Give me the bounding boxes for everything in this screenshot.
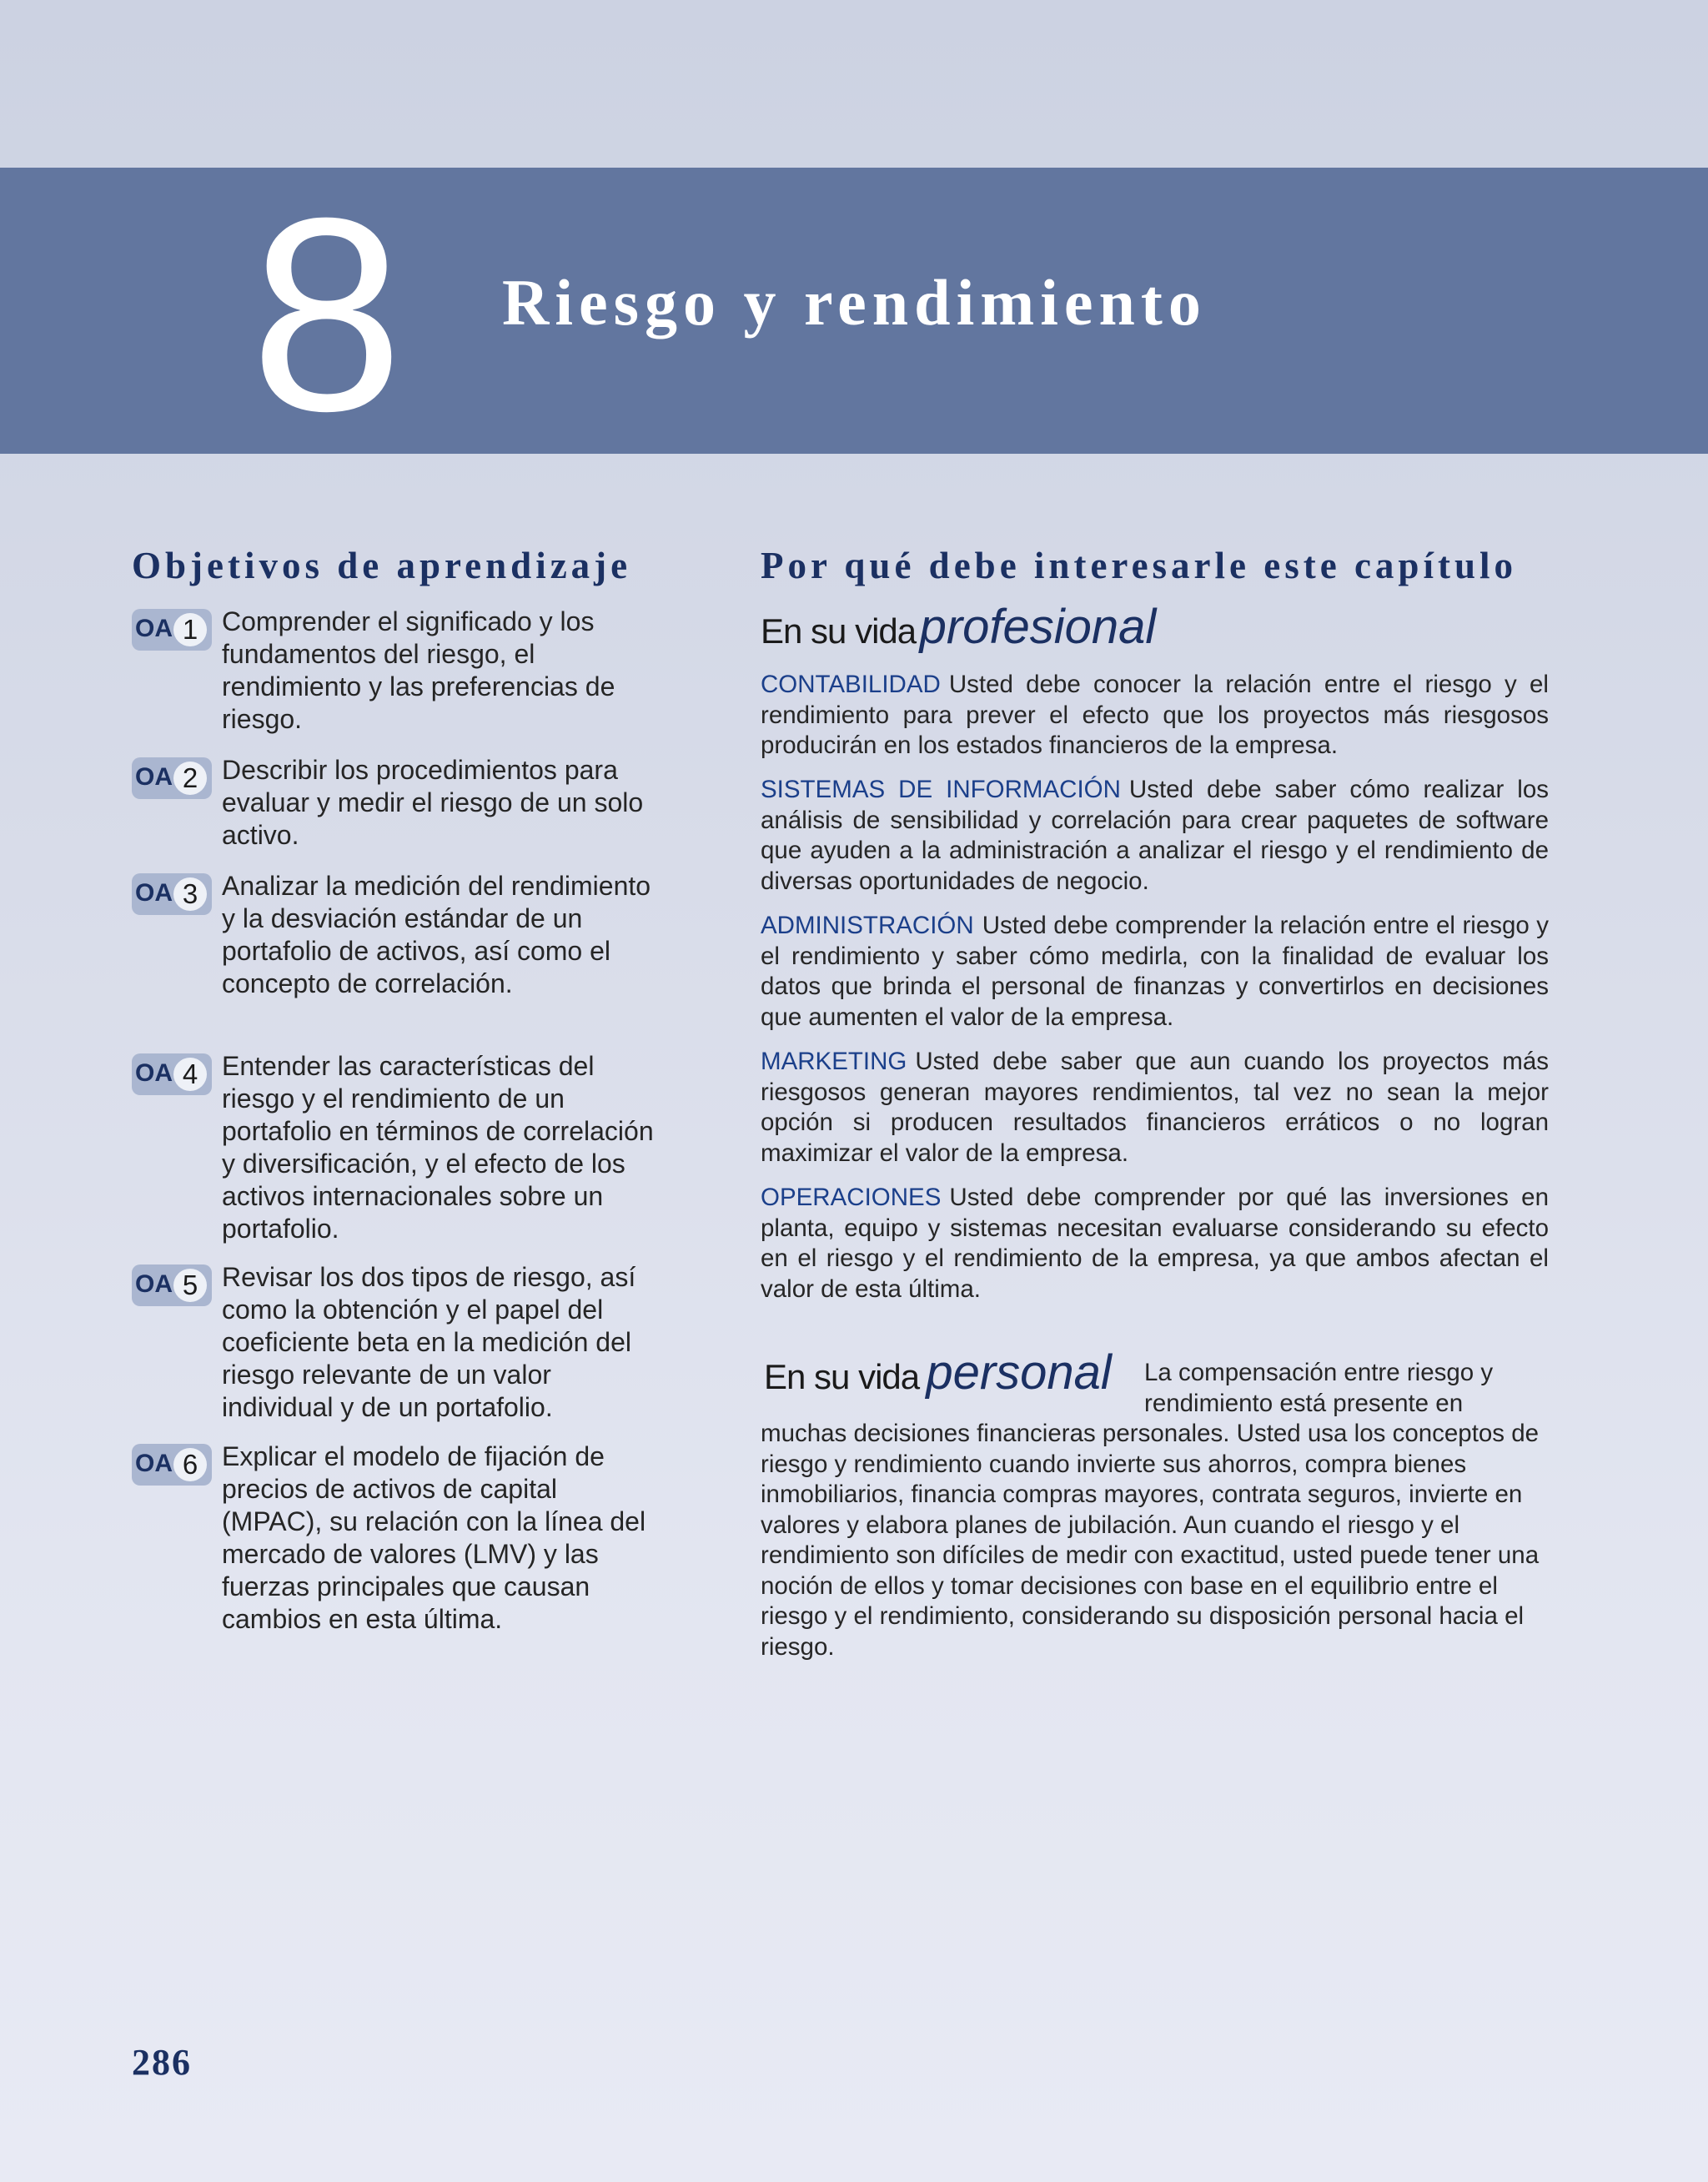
objective-badge xyxy=(132,609,212,651)
badge-number: 5 xyxy=(173,1269,207,1302)
badge-number: 4 xyxy=(173,1058,207,1091)
objective-badge xyxy=(132,873,212,915)
area-label: CONTABILIDAD xyxy=(761,671,941,698)
area-paragraph xyxy=(761,911,1549,1033)
badge-prefix: OA xyxy=(135,1270,173,1298)
objective-badge xyxy=(132,1444,212,1486)
area-label: OPERACIONES xyxy=(761,1184,942,1211)
objective-text: Comprender el significado y los fundamentos del riesgo, el rendimiento y las preferencias de riesgo. xyxy=(222,606,615,734)
personal-life-heading xyxy=(761,1345,1144,1416)
objective-text: Analizar la medición del rendimiento y la desviación estándar de un portafolio de activos, así como el concepto de correlación. xyxy=(222,871,651,998)
area-label: SISTEMAS DE INFORMACIÓN xyxy=(761,776,1121,803)
personal-life-section xyxy=(761,1345,1549,1662)
badge-prefix: OA xyxy=(135,1059,173,1087)
badge-number: 2 xyxy=(173,762,207,795)
badge-number: 6 xyxy=(173,1448,207,1481)
area-label: ADMINISTRACIÓN xyxy=(761,912,974,939)
area-text: Usted debe comprender por qué las inversiones en planta, equipo y sistemas necesitan evaluarse considerando su efecto en el riesgo y el rendimiento de la empresa, ya que ambos afectan el valor de esta última. xyxy=(761,1184,1549,1303)
objective-text: Revisar los dos tipos de riesgo, así como la obtención y el papel del coeficiente beta en la medición del riesgo relevante de un valor individual y de un portafolio. xyxy=(222,1262,636,1422)
area-label: MARKETING xyxy=(761,1048,907,1075)
professional-life-heading xyxy=(761,599,1156,655)
life-prefix: En su vida xyxy=(761,611,917,651)
life-prefix: En su vida xyxy=(764,1357,920,1396)
personal-text: La compensación entre riesgo y rendimiento está presente en muchas decisiones financieras personales. Usted usa los conceptos de riesgo y rendimiento cuando invierte sus ahorros, compra bienes inmobiliarios, financia compras mayores, contrata seguros, invierte en valores y elabora planes de jubilación. Aun cuando el riesgo y el rendimiento son difíciles de medir con exactitud, usted puede tener una noción de ellos y tomar decisiones con base en el equilibrio entre el riesgo y el rendimiento, considerando su disposición personal hacia el riesgo. xyxy=(761,1359,1540,1661)
area-paragraph xyxy=(761,1183,1549,1305)
objective-text: Describir los procedimientos para evaluar y medir el riesgo de un solo activo. xyxy=(222,755,644,850)
area-text: Usted debe saber cómo realizar los análisis de sensibilidad y correlación para crear paquetes de software que ayuden a la administración a analizar el riesgo y el rendimiento de diversas oportunidades de negocio. xyxy=(761,776,1549,895)
chapter-number: 8 xyxy=(250,160,404,468)
area-paragraph xyxy=(761,670,1549,762)
life-emphasis: personal xyxy=(926,1345,1112,1400)
objective-badge xyxy=(132,1264,212,1306)
badge-number: 1 xyxy=(173,613,207,646)
objective-text: Explicar el modelo de fijación de precios de activos de capital (MPAC), su relación con la línea del mercado de valores (LMV) y las fuerzas principales que causan cambios en esta última. xyxy=(222,1441,646,1634)
why-heading: Por qué debe interesarle este capítulo xyxy=(761,545,1517,586)
area-text: Usted debe saber que aun cuando los proyectos más riesgosos generan mayores rendimientos, tal vez no sean la mejor opción si producen resultados financieros erráticos o no logran maximizar el valor de la empresa. xyxy=(761,1048,1549,1167)
chapter-title: Riesgo y rendimiento xyxy=(502,266,1207,339)
badge-prefix: OA xyxy=(135,763,173,791)
life-emphasis: profesional xyxy=(919,600,1157,654)
badge-prefix: OA xyxy=(135,879,173,907)
badge-prefix: OA xyxy=(135,615,173,642)
badge-prefix: OA xyxy=(135,1450,173,1477)
page-number: 286 xyxy=(132,2042,192,2083)
objective-badge xyxy=(132,1053,212,1095)
objectives-heading: Objetivos de aprendizaje xyxy=(132,545,632,586)
objective-text: Entender las características del riesgo y el rendimiento de un portafolio en términos de correlación y diversificación, y el efecto de los activos internacionales sobre un portafolio. xyxy=(222,1051,654,1244)
area-paragraph xyxy=(761,775,1549,897)
objective-badge xyxy=(132,757,212,799)
area-paragraph xyxy=(761,1047,1549,1169)
area-text: Usted debe conocer la relación entre el riesgo y el rendimiento para prever el efecto que los proyectos más riesgosos producirán en los estados financieros de la empresa. xyxy=(761,671,1549,759)
area-text: Usted debe comprender la relación entre el riesgo y el rendimiento y saber cómo medirla, con la finalidad de evaluar los datos que brinda el personal de finanzas y convertirlos en decisiones que aumenten el valor de la empresa. xyxy=(761,912,1549,1031)
badge-number: 3 xyxy=(173,877,207,911)
